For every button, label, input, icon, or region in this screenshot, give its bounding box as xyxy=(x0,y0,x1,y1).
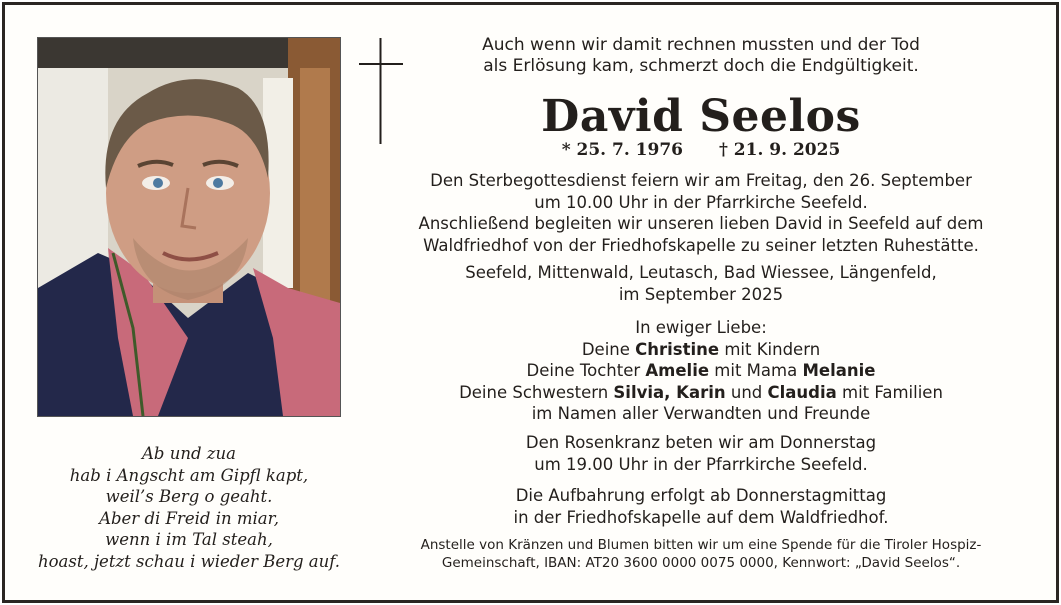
portrait-illustration xyxy=(38,38,340,416)
viewing-line: Die Aufbahrung erfolgt ab Donnerstagmittag xyxy=(515,486,887,505)
viewing-info xyxy=(395,485,1007,528)
birth-date: * 25. 7. 1976 xyxy=(561,140,683,160)
intro-quote xyxy=(395,35,1007,77)
donation-line: Gemeinschaft, IBAN: AT20 3600 0000 0075 0000, Kennwort: „David Seelos“. xyxy=(441,555,961,571)
rosary-info xyxy=(395,432,1007,475)
intro-line: als Erlösung kam, schmerzt doch die Endgültigkeit. xyxy=(483,56,919,76)
mourners-list xyxy=(395,317,1007,425)
donation-note xyxy=(395,536,1007,572)
places-date xyxy=(395,262,1007,305)
poem xyxy=(30,443,348,572)
portrait-photo xyxy=(37,37,341,417)
mourner-line: Deine Schwestern Silvia, Karin und Claudia mit Familien xyxy=(459,382,943,402)
funeral-line: Anschließend begleiten wir unseren lieben David in Seefeld auf dem xyxy=(418,214,984,233)
life-dates xyxy=(395,140,1007,160)
poem-line: hab i Angscht am Gipfl kapt, xyxy=(69,465,309,485)
date-line: im September 2025 xyxy=(618,284,784,304)
viewing-line: in der Friedhofskapelle auf dem Waldfriedhof. xyxy=(513,507,889,527)
mourners-heading: In ewiger Liebe: xyxy=(635,318,767,337)
places-line: Seefeld, Mittenwald, Leutasch, Bad Wiessee, Längenfeld, xyxy=(465,263,937,282)
mourner-line: im Namen aller Verwandten und Freunde xyxy=(531,404,871,423)
funeral-line: Waldfriedhof von der Friedhofskapelle zu seiner letzten Ruhestätte. xyxy=(423,235,979,255)
funeral-line: um 10.00 Uhr in der Pfarrkirche Seefeld. xyxy=(534,192,868,212)
poem-line: Ab und zua xyxy=(142,444,236,463)
poem-line: wenn i im Tal steah, xyxy=(105,530,273,549)
poem-line: hoast, jetzt schau i wieder Berg auf. xyxy=(37,551,341,571)
mourner-line: Deine Tochter Amelie mit Mama Melanie xyxy=(526,361,876,380)
rosary-line: um 19.00 Uhr in der Pfarrkirche Seefeld. xyxy=(534,454,868,474)
poem-line: Aber di Freid in miar, xyxy=(99,508,279,528)
mourner-line: Deine Christine mit Kindern xyxy=(581,339,821,359)
deceased-name: David Seelos xyxy=(541,91,861,142)
death-date: † 21. 9. 2025 xyxy=(719,140,841,160)
funeral-info xyxy=(395,170,1007,256)
poem-line: weil’s Berg o geaht. xyxy=(105,487,273,506)
donation-line: Anstelle von Kränzen und Blumen bitten wir um eine Spende für die Tiroler Hospiz- xyxy=(420,537,982,553)
funeral-line: Den Sterbegottesdienst feiern wir am Freitag, den 26. September xyxy=(430,171,972,190)
rosary-line: Den Rosenkranz beten wir am Donnerstag xyxy=(525,433,877,452)
intro-line: Auch wenn wir damit rechnen mussten und der Tod xyxy=(482,35,920,55)
